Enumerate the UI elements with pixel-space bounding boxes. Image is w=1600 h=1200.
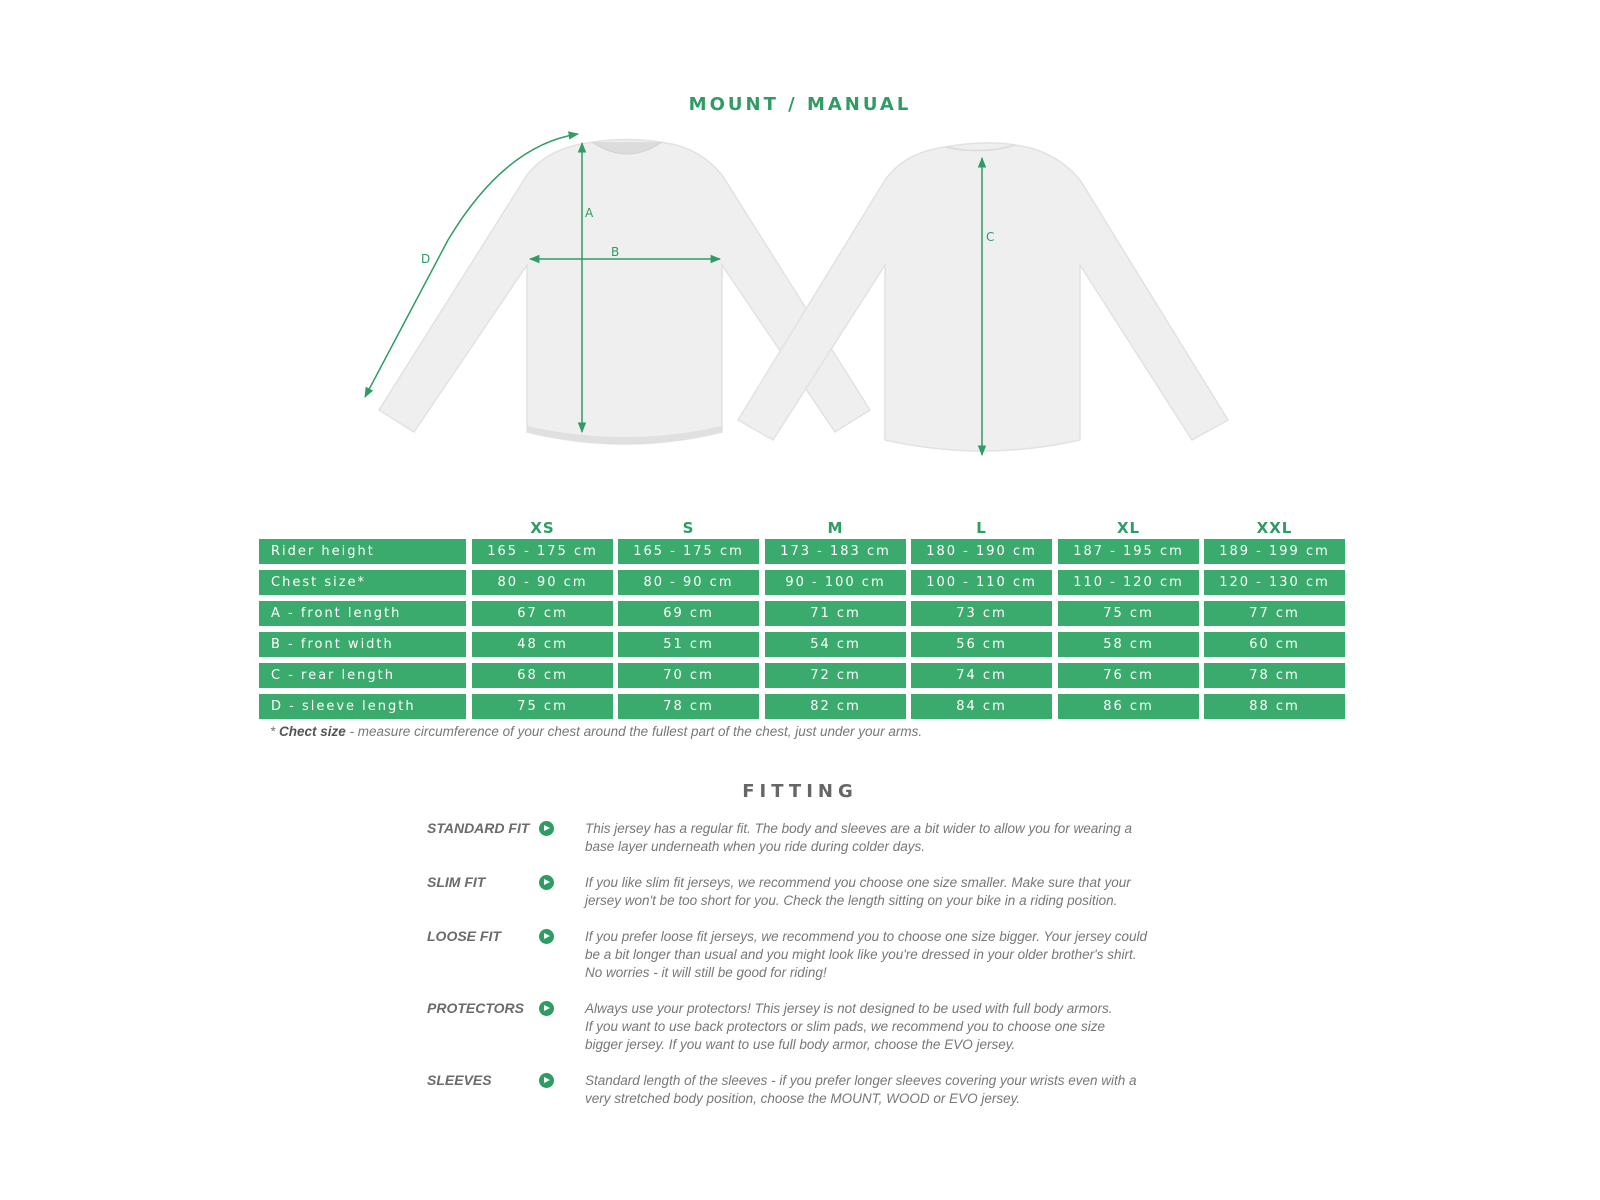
table-cell: 165 - 175 cm	[472, 539, 613, 564]
fit-line: bigger jersey. If you want to use full body armor, choose the EVO jersey.	[585, 1037, 1016, 1052]
chest-size-note	[270, 724, 922, 739]
table-cell: 90 - 100 cm	[765, 570, 906, 595]
row-name: B - front width	[259, 632, 466, 657]
col-header-l: L	[976, 519, 987, 537]
fit-line: No worries - it will still be good for riding!	[585, 965, 827, 980]
table-cell: 75 cm	[1058, 601, 1199, 626]
table-cell: 110 - 120 cm	[1058, 570, 1199, 595]
table-cell: 187 - 195 cm	[1058, 539, 1199, 564]
table-cell: 68 cm	[472, 663, 613, 688]
table-cell: 54 cm	[765, 632, 906, 657]
note-text: - measure circumference of your chest around the fullest part of the chest, just under your arms.	[345, 724, 923, 739]
fit-line: Always use your protectors! This jersey is not designed to be used with full body armors.	[585, 1001, 1113, 1016]
table-cell: 165 - 175 cm	[618, 539, 759, 564]
arrow-circle-icon	[539, 1073, 554, 1088]
row-name: C - rear length	[259, 663, 466, 688]
row-name: D - sleeve length	[259, 694, 466, 719]
table-cell: 88 cm	[1204, 694, 1345, 719]
fit-description	[585, 928, 1185, 982]
arrow-circle-icon	[539, 821, 554, 836]
table-cell: 78 cm	[618, 694, 759, 719]
table-cell: 120 - 130 cm	[1204, 570, 1345, 595]
table-cell: 180 - 190 cm	[911, 539, 1052, 564]
fit-line: If you want to use back protectors or slim pads, we recommend you to choose one size	[585, 1019, 1106, 1034]
table-cell: 72 cm	[765, 663, 906, 688]
label-b: B	[611, 245, 620, 259]
table-cell: 69 cm	[618, 601, 759, 626]
row-name: A - front length	[259, 601, 466, 626]
fit-label: LOOSE FIT	[427, 928, 501, 944]
col-header-xxl: XXL	[1256, 519, 1293, 537]
fit-label: SLEEVES	[427, 1072, 492, 1088]
page-title: MOUNT / MANUAL	[688, 94, 912, 115]
table-cell: 76 cm	[1058, 663, 1199, 688]
row-name: Chest size*	[259, 570, 466, 595]
table-cell: 73 cm	[911, 601, 1052, 626]
table-cell: 48 cm	[472, 632, 613, 657]
table-cell: 51 cm	[618, 632, 759, 657]
table-cell: 189 - 199 cm	[1204, 539, 1345, 564]
table-cell: 100 - 110 cm	[911, 570, 1052, 595]
fit-label: STANDARD FIT	[427, 820, 530, 836]
table-cell: 77 cm	[1204, 601, 1345, 626]
label-d: D	[421, 252, 431, 266]
table-cell: 80 - 90 cm	[618, 570, 759, 595]
table-cell: 84 cm	[911, 694, 1052, 719]
fit-description	[585, 1000, 1185, 1054]
col-header-s: S	[682, 519, 695, 537]
table-cell: 86 cm	[1058, 694, 1199, 719]
label-a: A	[585, 206, 594, 220]
fit-description	[585, 1072, 1185, 1108]
table-cell: 82 cm	[765, 694, 906, 719]
fit-label: PROTECTORS	[427, 1000, 524, 1016]
arrow-circle-icon	[539, 929, 554, 944]
back-jersey	[738, 143, 1228, 451]
fit-line: This jersey has a regular fit. The body and sleeves are a bit wider to allow you for wearing a	[585, 821, 1133, 836]
table-cell: 74 cm	[911, 663, 1052, 688]
table-cell: 70 cm	[618, 663, 759, 688]
table-cell: 80 - 90 cm	[472, 570, 613, 595]
label-c: C	[986, 230, 995, 244]
table-cell: 58 cm	[1058, 632, 1199, 657]
table-cell: 56 cm	[911, 632, 1052, 657]
arrow-circle-icon	[539, 1001, 554, 1016]
col-header-xs: XS	[530, 519, 555, 537]
fit-line: If you prefer loose fit jerseys, we recommend you to choose one size bigger. Your jersey could	[585, 929, 1148, 944]
jersey-diagram	[0, 120, 1600, 470]
fit-line: base layer underneath when you ride during colder days.	[585, 839, 925, 854]
fit-description	[585, 820, 1185, 856]
table-cell: 78 cm	[1204, 663, 1345, 688]
table-cell: 60 cm	[1204, 632, 1345, 657]
fit-line: jersey won't be too short for you. Check the length sitting on your bike in a riding position.	[585, 893, 1118, 908]
note-bold: Chect size	[279, 724, 346, 739]
col-header-xl: XL	[1116, 519, 1141, 537]
table-cell: 75 cm	[472, 694, 613, 719]
fit-line: very stretched body position, choose the MOUNT, WOOD or EVO jersey.	[585, 1091, 1021, 1106]
fitting-title: FITTING	[742, 781, 858, 802]
table-cell: 71 cm	[765, 601, 906, 626]
table-cell: 67 cm	[472, 601, 613, 626]
row-name: Rider height	[259, 539, 466, 564]
fit-description	[585, 874, 1185, 910]
col-header-m: M	[827, 519, 844, 537]
fit-line: Standard length of the sleeves - if you prefer longer sleeves covering your wrists even with a	[585, 1073, 1137, 1088]
fit-line: If you like slim fit jerseys, we recommend you choose one size smaller. Make sure that your	[585, 875, 1131, 890]
fit-label: SLIM FIT	[427, 874, 486, 890]
arrow-circle-icon	[539, 875, 554, 890]
note-prefix: *	[270, 724, 280, 739]
table-cell: 173 - 183 cm	[765, 539, 906, 564]
fit-line: be a bit longer than usual and you might look like you're dressed in your older brother's shirt.	[585, 947, 1137, 962]
